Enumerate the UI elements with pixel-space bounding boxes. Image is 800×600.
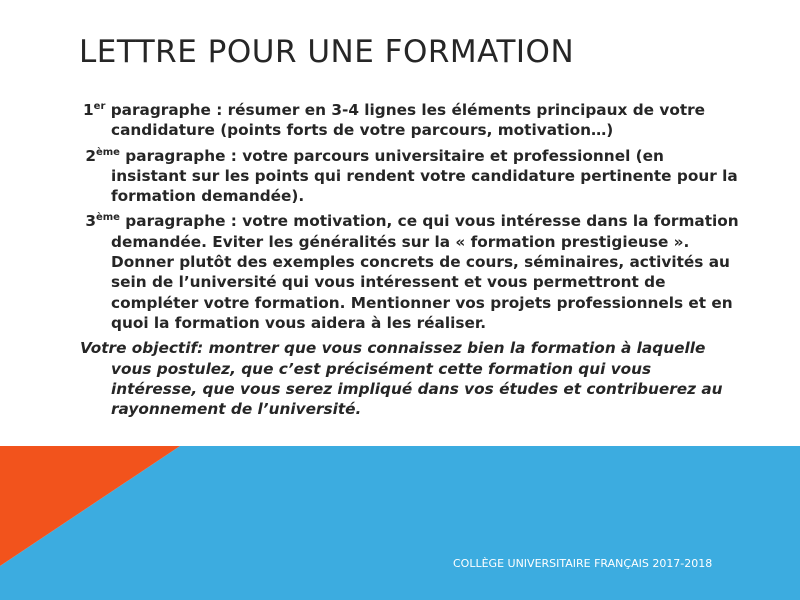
ordinal-1: 1 [83,101,94,119]
slide-title: LETTRE POUR UNE FORMATION [79,34,575,70]
paragraph-2 [80,146,740,207]
ordinal-2: 2 [85,146,96,165]
paragraph-3-text: paragraphe : votre motivation, ce qui vous intéresse dans la formation demandée. Eviter les généralités sur la « formation prestigieuse ». Donner plutôt des exemples concrets de cours, séminaires, activités au sein de l’université qui vous intéressent et vous permettront de compléter votre formation. Mentionner vos projets professionnels et en quoi la formation vous aidera à les réaliser. [111,212,739,332]
slide-content [80,100,740,424]
paragraph-3 [80,211,740,333]
ordinal-3: 3 [85,212,96,231]
slide-footer: COLLÈGE UNIVERSITAIRE FRANÇAIS 2017-2018 [453,557,713,570]
ordinal-suffix-2: ème [95,146,120,158]
paragraph-1-text: paragraphe : résumer en 3-4 lignes les éléments principaux de votre candidature (points forts de votre parcours, motivation…) [105,101,706,140]
objective-paragraph: Votre objectif: montrer que vous connaissez bien la formation à laquelle vous postulez, que c’est précisément cette formation qui vous intéresse, que vous serez impliqué dans vos études et contribuerez au rayonnement de l’université. [80,339,723,419]
ordinal-suffix-1: er [93,101,106,112]
paragraph-2-text: paragraphe : votre parcours universitaire et professionnel (en insistant sur les points qui rendent votre candidature pertinente pour la formation demandée). [111,146,738,206]
paragraph-1 [80,100,740,141]
ordinal-suffix-3: ème [95,212,120,224]
